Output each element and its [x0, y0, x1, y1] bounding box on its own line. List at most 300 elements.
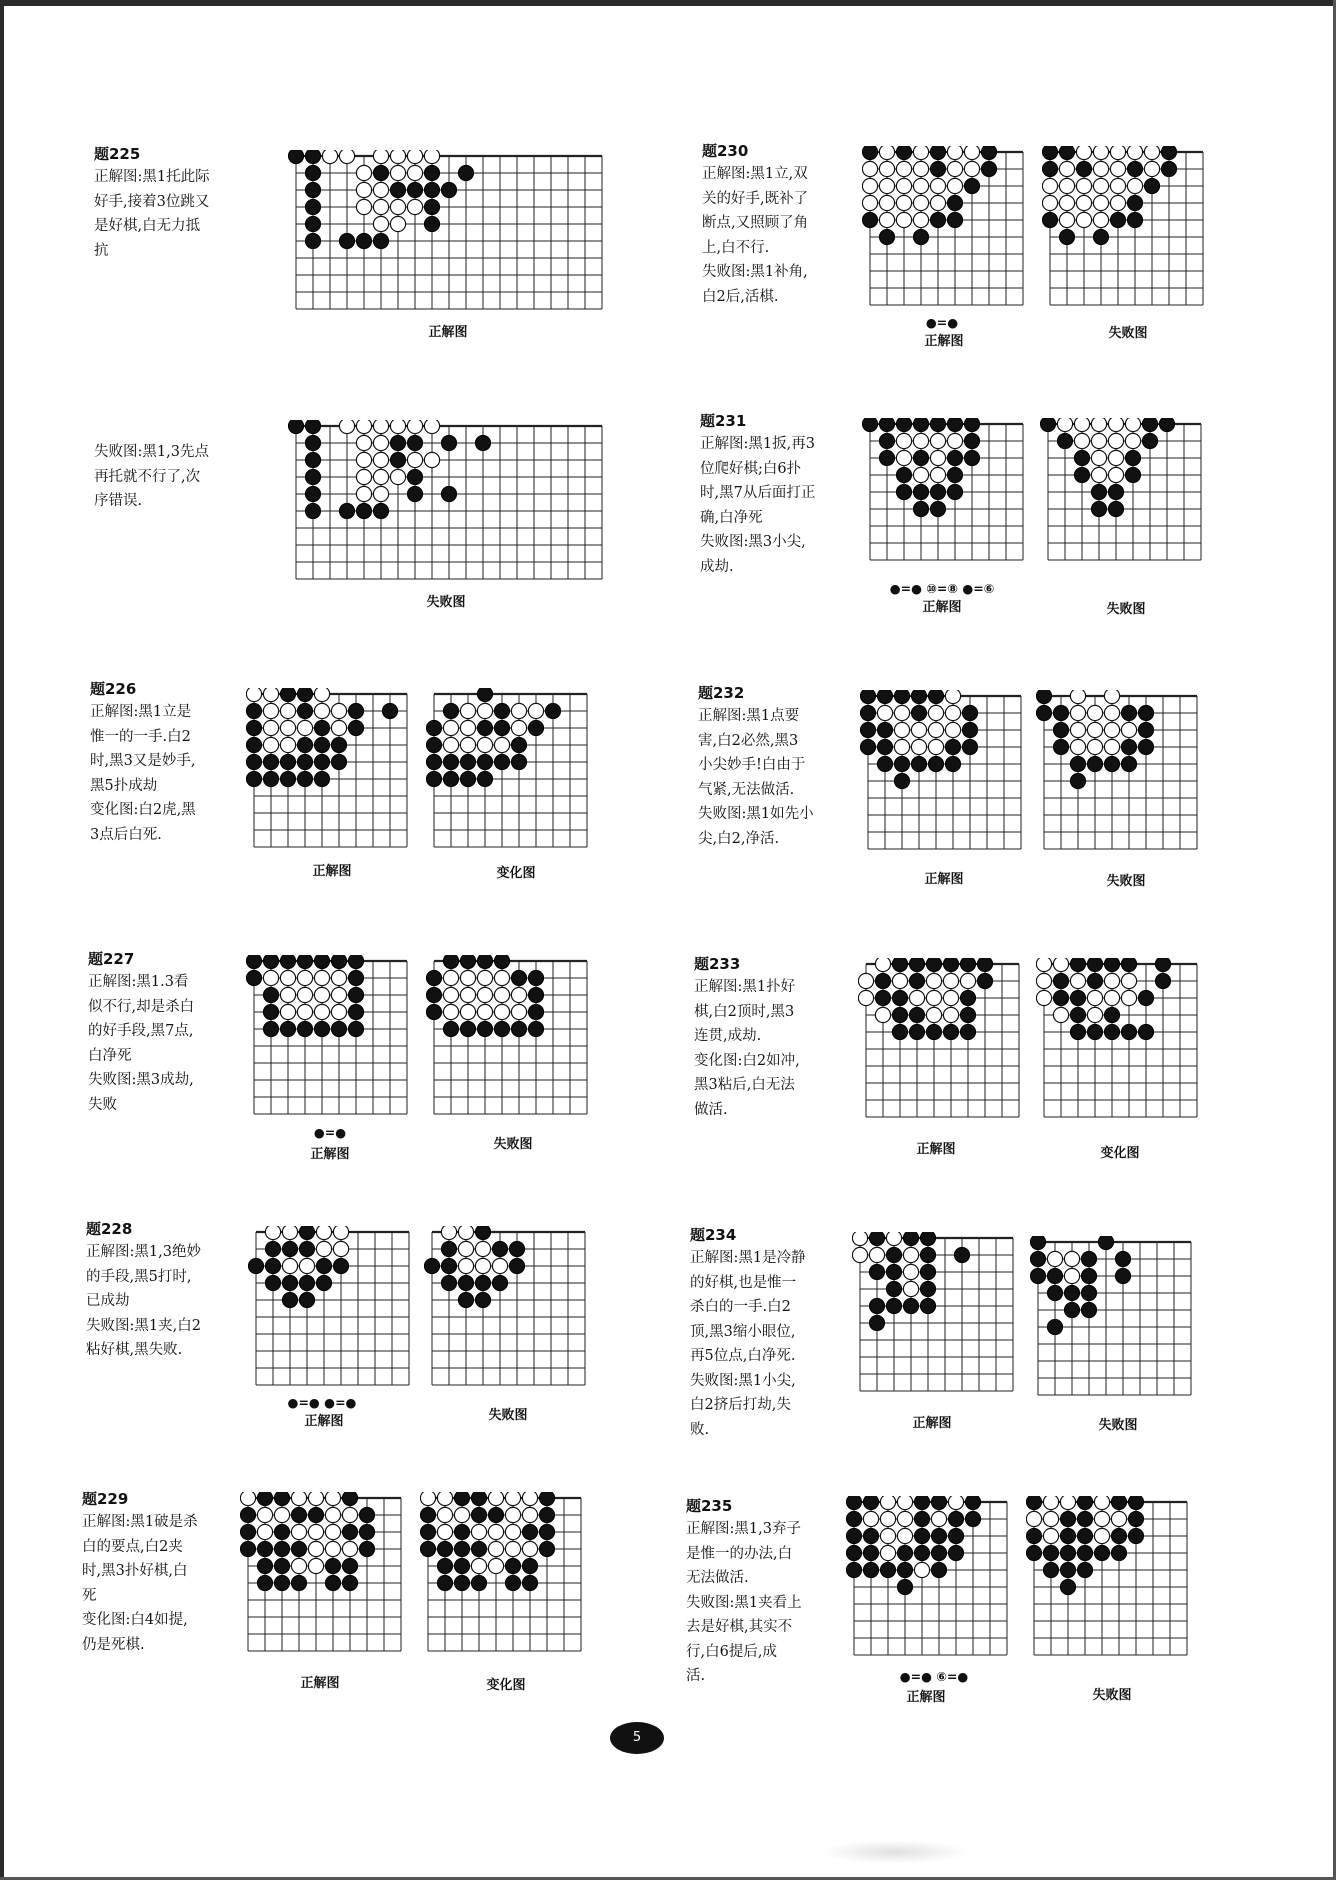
black-stone — [926, 1024, 941, 1039]
white-stone — [488, 1492, 503, 1506]
white-stone — [246, 688, 261, 702]
white-stone — [505, 1507, 520, 1522]
white-stone — [947, 433, 962, 448]
black-stone — [246, 720, 261, 735]
text-line: 害,白2必然,黑3 — [698, 732, 799, 749]
black-stone — [960, 1007, 975, 1022]
black-stone — [342, 1558, 357, 1573]
white-stone — [1059, 195, 1074, 210]
white-stone — [443, 970, 458, 985]
go-board-226-correct — [246, 688, 418, 850]
white-stone — [1110, 146, 1125, 160]
black-stone — [1060, 1562, 1075, 1577]
black-stone — [246, 737, 261, 752]
white-stone — [274, 1507, 289, 1522]
black-stone — [528, 987, 543, 1002]
black-stone — [316, 1275, 331, 1290]
black-stone — [846, 1528, 861, 1543]
white-stone — [331, 720, 346, 735]
white-stone — [1110, 161, 1125, 176]
scan-border-left — [0, 0, 4, 1880]
black-stone — [437, 1558, 452, 1573]
white-stone — [1087, 990, 1102, 1005]
text-line: 关的好手,既补了 — [702, 190, 809, 207]
black-stone — [426, 1004, 441, 1019]
black-stone — [977, 958, 992, 972]
black-stone — [314, 1021, 329, 1036]
equivalence-note: ●=● ●=● — [287, 1395, 357, 1410]
black-stone — [1076, 161, 1091, 176]
white-stone — [880, 1496, 895, 1510]
white-stone — [280, 703, 295, 718]
white-stone — [373, 150, 388, 164]
problem-228 — [86, 1220, 236, 1363]
black-stone — [342, 1575, 357, 1590]
black-stone — [1077, 1511, 1092, 1526]
black-stone — [879, 450, 894, 465]
black-stone — [1077, 1528, 1092, 1543]
white-stone — [945, 690, 960, 704]
white-stone — [314, 1004, 329, 1019]
text-line: 杀白的一手.白2 — [690, 1299, 791, 1315]
black-stone — [458, 1292, 473, 1307]
black-stone — [454, 1558, 469, 1573]
white-stone — [339, 150, 354, 164]
text-line: 棋,白2顶时,黑3 — [694, 1003, 795, 1020]
text-line: 断点,又照顾了角 — [702, 215, 809, 231]
black-stone — [477, 955, 492, 969]
black-stone — [1121, 739, 1136, 754]
white-stone — [1104, 722, 1119, 737]
white-stone — [1074, 433, 1089, 448]
white-stone — [460, 737, 475, 752]
black-stone — [964, 418, 979, 432]
white-stone — [477, 703, 492, 718]
black-stone — [1138, 990, 1153, 1005]
text-line: 是好棋,白无力抵 — [94, 218, 201, 234]
black-stone — [1142, 418, 1157, 432]
white-stone — [325, 1524, 340, 1539]
white-stone — [265, 1226, 280, 1240]
black-stone — [931, 1496, 946, 1510]
black-stone — [424, 165, 439, 180]
black-stone — [1128, 1496, 1143, 1510]
black-stone — [348, 703, 363, 718]
black-stone — [930, 161, 945, 176]
black-stone — [359, 1507, 374, 1522]
black-stone — [846, 1496, 861, 1510]
black-stone — [920, 1281, 935, 1296]
black-stone — [1121, 1024, 1136, 1039]
text-line: 死 — [82, 1587, 97, 1604]
text-line: 上,白不行. — [702, 239, 770, 256]
white-stone — [1093, 146, 1108, 160]
white-stone — [894, 739, 909, 754]
black-stone — [1077, 1496, 1092, 1510]
text-line: 仍是死棋. — [82, 1636, 145, 1653]
problem-233 — [694, 955, 844, 1122]
black-stone — [1030, 1251, 1045, 1266]
white-stone — [1076, 146, 1091, 160]
problem-225 — [94, 145, 254, 263]
black-stone — [263, 987, 278, 1002]
black-stone — [373, 503, 388, 518]
black-stone — [1161, 146, 1176, 160]
white-stone — [913, 161, 928, 176]
black-stone — [305, 150, 320, 164]
black-stone — [314, 955, 329, 969]
white-stone — [896, 195, 911, 210]
problem-title: 题227 — [88, 950, 135, 968]
black-stone — [877, 739, 892, 754]
black-stone — [265, 1241, 280, 1256]
black-stone — [305, 233, 320, 248]
white-stone — [896, 212, 911, 227]
text-line: 位爬好棋;白6扑 — [700, 460, 802, 477]
white-stone — [263, 970, 278, 985]
black-stone — [1121, 705, 1136, 720]
text-line: 正解图:黑1,3绝妙 — [86, 1244, 201, 1260]
black-stone — [471, 1575, 486, 1590]
black-stone — [1043, 1545, 1058, 1560]
text-line: 失败图:黑1补角, — [702, 264, 808, 280]
white-stone — [316, 1241, 331, 1256]
go-board-231-fail — [1040, 418, 1212, 578]
white-stone — [356, 452, 371, 467]
problem-title: 题231 — [700, 412, 747, 430]
black-stone — [407, 469, 422, 484]
white-stone — [420, 1492, 435, 1506]
white-stone — [877, 705, 892, 720]
black-stone — [441, 1241, 456, 1256]
diagram-caption: 变化图 — [1100, 1146, 1140, 1161]
black-stone — [1036, 690, 1051, 704]
white-stone — [297, 720, 312, 735]
text-line: 白的要点,白2夹 — [82, 1538, 183, 1555]
black-stone — [962, 739, 977, 754]
white-stone — [858, 990, 873, 1005]
white-stone — [913, 467, 928, 482]
white-stone — [896, 433, 911, 448]
black-stone — [1091, 501, 1106, 516]
black-stone — [879, 418, 894, 432]
black-stone — [862, 418, 877, 432]
white-stone — [930, 467, 945, 482]
diagram-caption: 正解图 — [906, 1690, 946, 1705]
black-stone — [454, 1524, 469, 1539]
white-stone — [896, 161, 911, 176]
text-line: 变化图:白4如提, — [82, 1612, 188, 1628]
black-stone — [896, 484, 911, 499]
black-stone — [897, 1579, 912, 1594]
white-stone — [299, 1258, 314, 1273]
black-stone — [511, 754, 526, 769]
black-stone — [356, 503, 371, 518]
black-stone — [265, 1258, 280, 1273]
text-line: 正解图:黑1是冷静 — [690, 1250, 806, 1266]
black-stone — [886, 1298, 901, 1313]
black-stone — [1094, 1545, 1109, 1560]
text-line: 好手,接着3位跳又 — [94, 193, 210, 210]
black-stone — [297, 737, 312, 752]
white-stone — [862, 161, 877, 176]
black-stone — [1128, 1511, 1143, 1526]
black-stone — [1081, 1268, 1096, 1283]
black-stone — [246, 955, 261, 969]
white-stone — [314, 703, 329, 718]
black-stone — [1026, 1528, 1041, 1543]
text-line: 无法做活. — [686, 1570, 749, 1586]
white-stone — [257, 1507, 272, 1522]
text-line: 成劫. — [700, 558, 734, 575]
white-stone — [325, 1541, 340, 1556]
black-stone — [420, 1541, 435, 1556]
text-line: 正解图:黑1扑好 — [694, 979, 796, 995]
white-stone — [1091, 450, 1106, 465]
black-stone — [1111, 1528, 1126, 1543]
text-line: 3点后白死. — [90, 826, 162, 843]
black-stone — [1070, 1007, 1085, 1022]
white-stone — [1110, 195, 1125, 210]
black-stone — [471, 1492, 486, 1506]
white-stone — [373, 420, 388, 434]
white-stone — [460, 703, 475, 718]
white-stone — [1110, 178, 1125, 193]
white-stone — [1094, 1496, 1109, 1510]
black-stone — [280, 955, 295, 969]
black-stone — [443, 1021, 458, 1036]
white-stone — [407, 150, 422, 164]
diagram-caption: 正解图 — [916, 1142, 956, 1157]
black-stone — [359, 1524, 374, 1539]
white-stone — [880, 1528, 895, 1543]
text-line: 时,黑3又是妙手, — [90, 753, 196, 769]
text-line: 失败图:黑3小尖, — [700, 534, 806, 550]
white-stone — [373, 435, 388, 450]
diagram-caption: 变化图 — [496, 866, 536, 881]
black-stone — [280, 688, 295, 702]
black-stone — [914, 1545, 929, 1560]
white-stone — [505, 1492, 520, 1506]
white-stone — [356, 469, 371, 484]
text-line: 行,白6提后,成 — [686, 1643, 777, 1660]
black-stone — [930, 212, 945, 227]
equivalence-note: ●=● — [925, 315, 959, 330]
black-stone — [1098, 1236, 1113, 1250]
black-stone — [509, 1258, 524, 1273]
white-stone — [333, 1226, 348, 1240]
black-stone — [962, 705, 977, 720]
white-stone — [862, 178, 877, 193]
black-stone — [1127, 161, 1142, 176]
black-stone — [297, 955, 312, 969]
black-stone — [965, 1511, 980, 1526]
white-stone — [903, 1264, 918, 1279]
black-stone — [460, 955, 475, 969]
go-board — [1036, 958, 1206, 1128]
go-board-228-correct — [248, 1226, 414, 1388]
white-stone — [390, 150, 405, 164]
white-stone — [333, 1241, 348, 1256]
white-stone — [471, 1524, 486, 1539]
black-stone — [1081, 1302, 1096, 1317]
text-line: 白净死 — [88, 1047, 132, 1064]
black-stone — [420, 1524, 435, 1539]
go-board-229-variation — [420, 1492, 592, 1658]
white-stone — [475, 1258, 490, 1273]
black-stone — [1087, 973, 1102, 988]
black-stone — [305, 435, 320, 450]
black-stone — [909, 1024, 924, 1039]
black-stone — [1087, 958, 1102, 972]
black-stone — [931, 1528, 946, 1543]
white-stone — [928, 739, 943, 754]
text-line: 连贯,成劫. — [694, 1028, 762, 1044]
white-stone — [948, 1496, 963, 1510]
black-stone — [892, 990, 907, 1005]
page-number-badge: 5 — [610, 1722, 664, 1754]
white-stone — [943, 1007, 958, 1022]
black-stone — [977, 973, 992, 988]
text-line: 再5位点,白净死. — [690, 1348, 796, 1364]
white-stone — [1053, 958, 1068, 972]
black-stone — [373, 165, 388, 180]
problem-title: 题230 — [702, 142, 749, 160]
black-stone — [894, 690, 909, 704]
white-stone — [1094, 1528, 1109, 1543]
black-stone — [945, 756, 960, 771]
black-stone — [877, 690, 892, 704]
black-stone — [437, 1575, 452, 1590]
black-stone — [914, 1511, 929, 1526]
go-board — [246, 688, 418, 850]
black-stone — [511, 970, 526, 985]
black-stone — [1121, 958, 1136, 972]
black-stone — [1111, 1496, 1126, 1510]
white-stone — [1070, 705, 1085, 720]
black-stone — [291, 1507, 306, 1522]
text-line: 似不行,却是杀白 — [88, 998, 195, 1015]
problem-232 — [698, 684, 848, 851]
black-stone — [1127, 212, 1142, 227]
black-stone — [863, 1562, 878, 1577]
black-stone — [877, 756, 892, 771]
black-stone — [424, 216, 439, 231]
problem-225-failure — [94, 440, 254, 514]
black-stone — [426, 737, 441, 752]
white-stone — [1070, 973, 1085, 988]
diagram-caption: 失败图 — [426, 595, 466, 610]
white-stone — [511, 987, 526, 1002]
white-stone — [373, 452, 388, 467]
black-stone — [965, 1496, 980, 1510]
black-stone — [947, 212, 962, 227]
problem-231 — [700, 412, 850, 579]
black-stone — [305, 503, 320, 518]
black-stone — [846, 1545, 861, 1560]
white-stone — [1104, 990, 1119, 1005]
white-stone — [458, 1241, 473, 1256]
white-stone — [1093, 178, 1108, 193]
go-board — [240, 1492, 414, 1658]
white-stone — [964, 161, 979, 176]
white-stone — [331, 987, 346, 1002]
black-stone — [892, 1024, 907, 1039]
black-stone — [314, 754, 329, 769]
black-stone — [539, 1524, 554, 1539]
text-line: 正解图:黑1.3看 — [88, 974, 189, 990]
diagram-caption: 正解图 — [300, 1676, 340, 1691]
black-stone — [1059, 146, 1074, 160]
black-stone — [274, 1558, 289, 1573]
black-stone — [860, 722, 875, 737]
white-stone — [1047, 1251, 1062, 1266]
white-stone — [373, 486, 388, 501]
black-stone — [1064, 1285, 1079, 1300]
black-stone — [913, 450, 928, 465]
equivalence-note: ●=● — [313, 1125, 347, 1140]
white-stone — [437, 1524, 452, 1539]
black-stone — [291, 1541, 306, 1556]
text-line: 小尖妙手!白由于 — [698, 757, 806, 773]
text-line: 正解图:黑1托此际 — [94, 169, 210, 185]
black-stone — [1070, 756, 1085, 771]
white-stone — [511, 1004, 526, 1019]
black-stone — [930, 418, 945, 432]
go-board — [1030, 1236, 1200, 1408]
black-stone — [477, 771, 492, 786]
text-line: 正解图:黑1立是 — [90, 704, 192, 720]
white-stone — [291, 1492, 306, 1506]
text-line: 活. — [686, 1668, 706, 1684]
black-stone — [943, 1024, 958, 1039]
black-stone — [505, 1558, 520, 1573]
black-stone — [308, 1507, 323, 1522]
white-stone — [947, 178, 962, 193]
black-stone — [1115, 1268, 1130, 1283]
black-stone — [342, 1492, 357, 1506]
white-stone — [390, 420, 405, 434]
black-stone — [1053, 990, 1068, 1005]
white-stone — [331, 703, 346, 718]
white-stone — [342, 1541, 357, 1556]
text-line: 抗 — [94, 242, 109, 259]
scan-smudge — [820, 1840, 970, 1864]
go-board-235-correct — [846, 1496, 1016, 1664]
white-stone — [407, 199, 422, 214]
black-stone — [305, 452, 320, 467]
white-stone — [522, 1541, 537, 1556]
white-stone — [477, 987, 492, 1002]
black-stone — [879, 433, 894, 448]
black-stone — [894, 773, 909, 788]
black-stone — [299, 1292, 314, 1307]
black-stone — [1060, 1511, 1075, 1526]
white-stone — [928, 705, 943, 720]
black-stone — [920, 1247, 935, 1262]
text-line: 再托就不行了,次 — [94, 468, 201, 485]
white-stone — [1144, 146, 1159, 160]
problem-text — [88, 970, 238, 1117]
black-stone — [454, 1575, 469, 1590]
black-stone — [488, 1507, 503, 1522]
go-board-232-fail — [1036, 690, 1204, 856]
black-stone — [877, 722, 892, 737]
black-stone — [1104, 756, 1119, 771]
white-stone — [1064, 1268, 1079, 1283]
black-stone — [947, 195, 962, 210]
white-stone — [458, 1226, 473, 1240]
